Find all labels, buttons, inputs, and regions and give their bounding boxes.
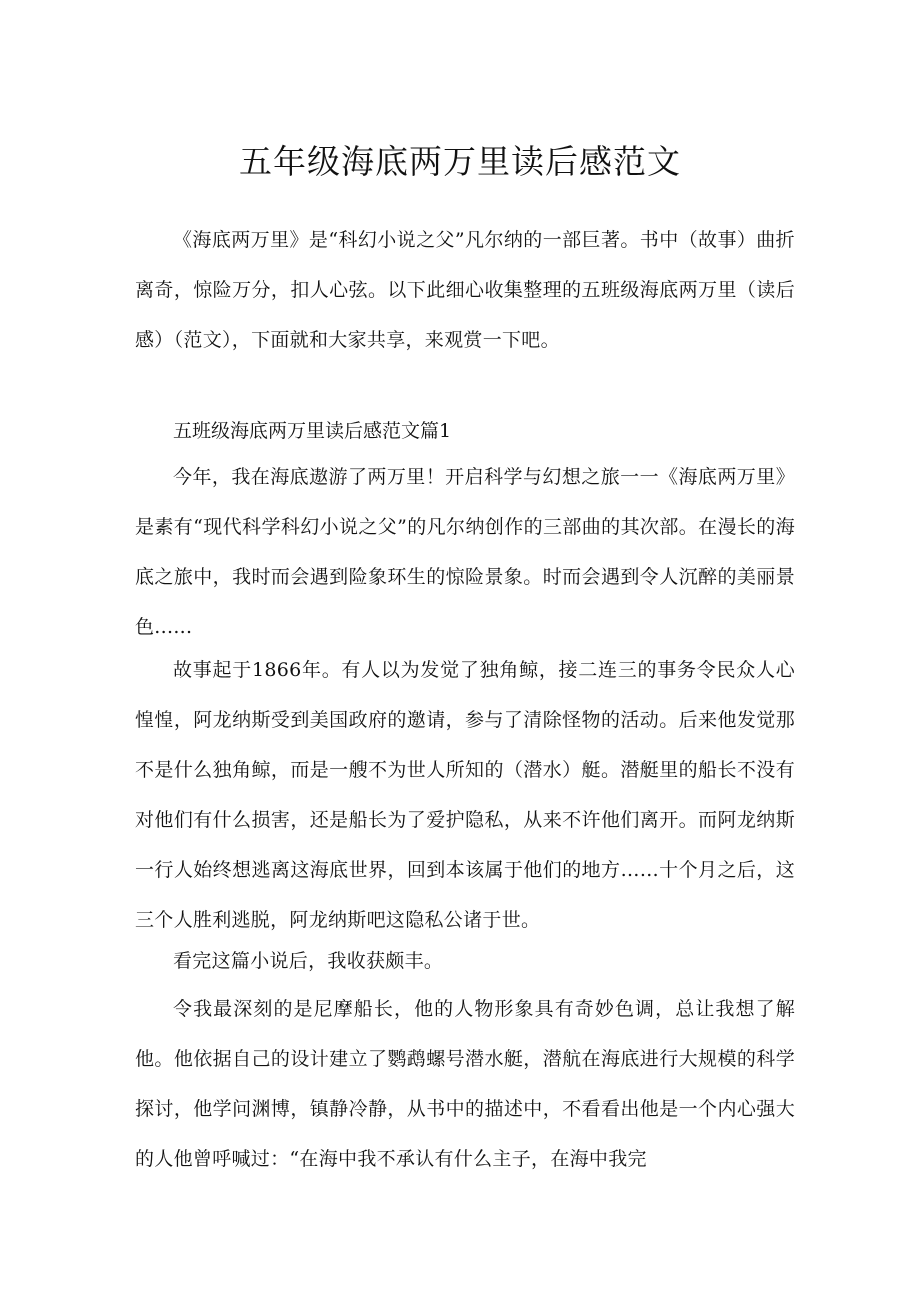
intro-paragraph: 《海底两万里》是“科幻小说之父”凡尔纳的一部巨著。书中（故事）曲折离奇，惊险万分，扣人心弦。以下此细心收集整理的五班级海底两万里（读后感）（范文），下面就和大家共享，来观赏一下吧。 — [135, 229, 795, 351]
document-title: 五年级海底两万里读后感范文 — [239, 142, 681, 181]
section-heading: 五班级海底两万里读后感范文篇1 — [173, 420, 452, 442]
body-paragraph: 看完这篇小说后，我收获颇丰。 — [173, 950, 444, 972]
body-paragraph: 故事起于1866年。有人以为发觉了独角鲸，接二连三的事务令民众人心惶惶，阿龙纳斯受到美国政府的邀请，参与了清除怪物的活动。后来他发觉那不是什么独角鲸，而是一艘不为世人所知的（潜水）艇。潜艇里的船长不没有对他们有什么损害，还是船长为了爱护隐私，从来不许他们离开。而阿龙纳斯一行人始终想逃离这海底世界，回到本该属于他们的地方……十个月之后，这三个人胜利逃脱，阿龙纳斯吧这隐私公诸于世。 — [135, 659, 795, 931]
body-paragraph: 令我最深刻的是尼摩船长，他的人物形象具有奇妙色调，总让我想了解他。他依据自己的设计建立了鹦鹉螺号潜水艇，潜航在海底进行大规模的科学探讨，他学问渊博，镇静冷静，从书中的描述中，不看看出他是一个内心强大的人他曾呼喊过：“在海中我不承认有什么主子，在海中我完 — [135, 998, 795, 1170]
body-paragraph: 今年，我在海底遨游了两万里！开启科学与幻想之旅一一《海底两万里》是素有“现代科学科幻小说之父”的凡尔纳创作的三部曲的其次部。在漫长的海底之旅中，我时而会遇到险象环生的惊险景象。时而会遇到令人沉醉的美丽景色...... — [135, 466, 795, 638]
